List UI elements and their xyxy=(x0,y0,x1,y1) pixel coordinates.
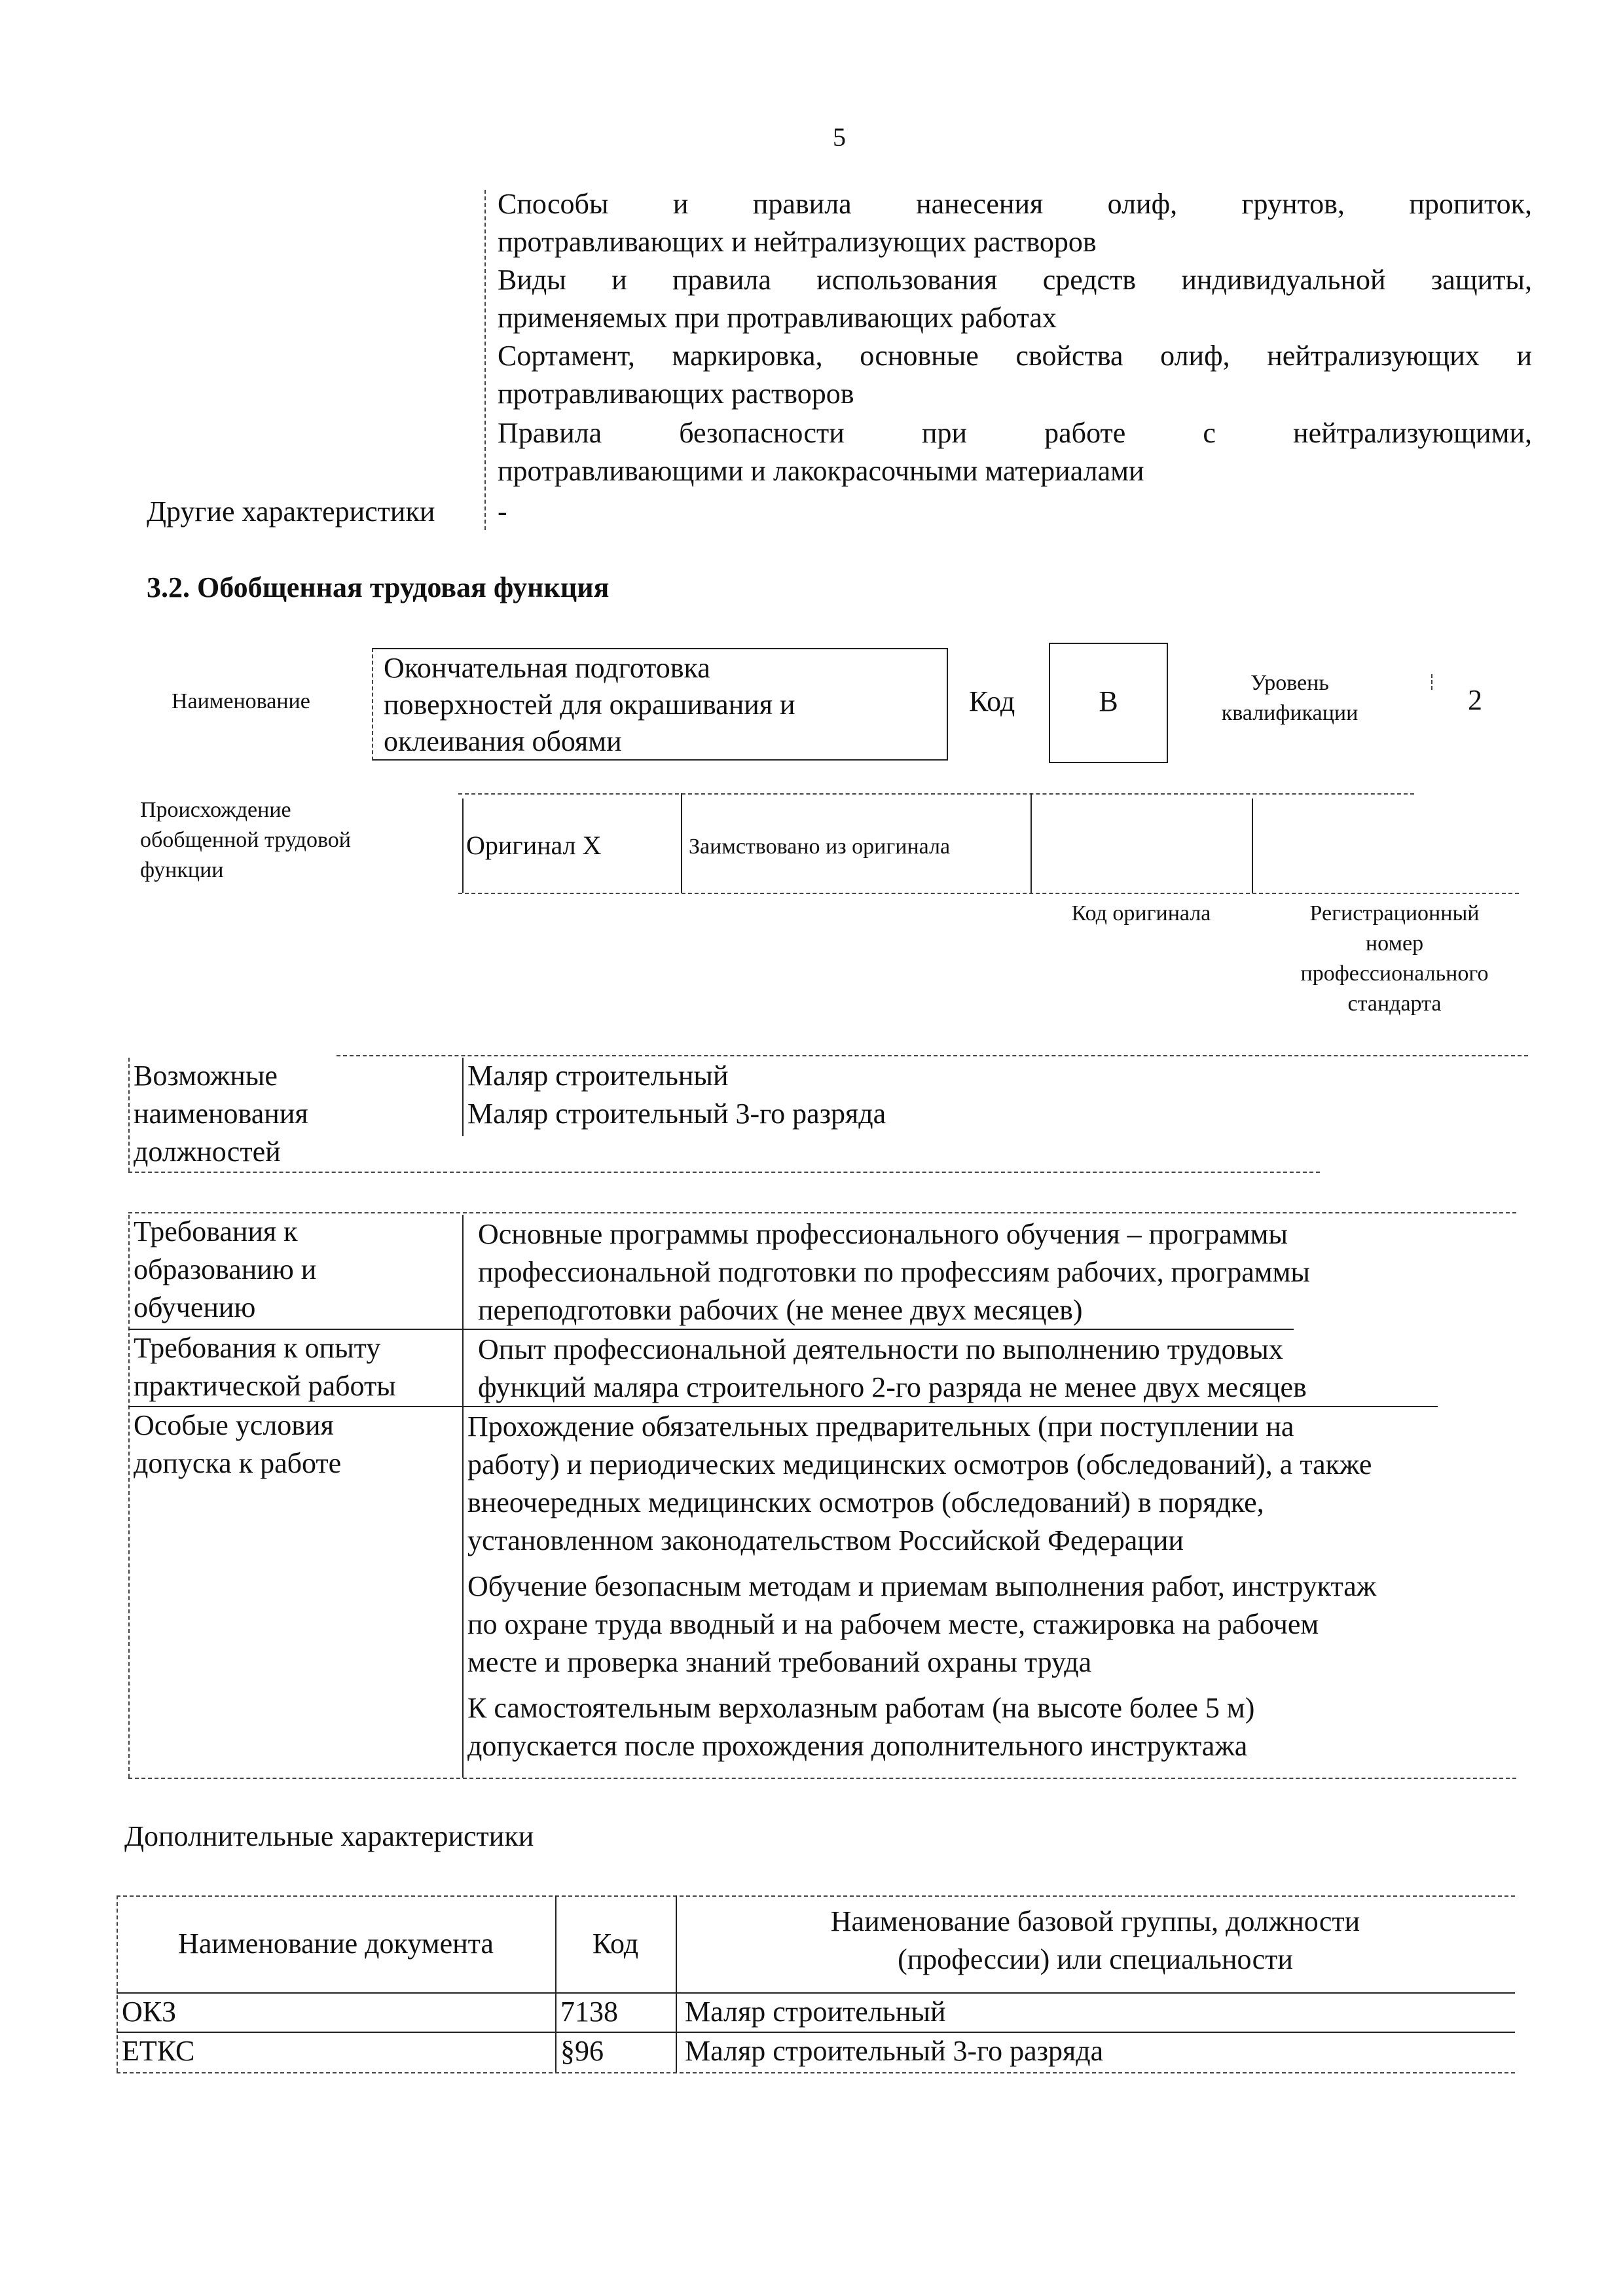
positions-left-line xyxy=(128,1058,130,1172)
positions-bottom-line xyxy=(128,1172,1320,1173)
req-education-value-2: профессиональной подготовки по профессиям рабочих, программы xyxy=(478,1256,1310,1288)
req-admission-label-2: допуска к работе xyxy=(134,1447,342,1479)
top-list-divider xyxy=(484,190,486,530)
add-row1-code: 7138 xyxy=(560,1996,618,2028)
req-education-value-1: Основные программы профессионального обучения – программы xyxy=(478,1218,1288,1250)
top-item-3-cont: протравливающих растворов xyxy=(498,378,854,410)
positions-divider xyxy=(462,1058,464,1136)
function-name-line-3: оклеивания обоями xyxy=(384,725,622,757)
req-admission-value-9: допускается после прохождения дополнительного инструктажа xyxy=(467,1730,1248,1762)
function-name-line-2: поверхностей для окрашивания и xyxy=(384,689,795,721)
req-education-value-3: переподготовки рабочих (не менее двух месяцев) xyxy=(478,1294,1083,1326)
req-admission-value-8: К самостоятельным верхолазным работам (на высоте более 5 м) xyxy=(467,1692,1255,1724)
level-value: 2 xyxy=(1468,684,1482,716)
add-table-left xyxy=(117,1895,118,2072)
top-item-2: Виды и правила использования средств индивидуальной защиты, xyxy=(498,264,1532,296)
function-name-label: Наименование xyxy=(172,689,310,713)
top-item-4: Правила безопасности при работе с нейтрализующими, xyxy=(498,417,1532,449)
add-header-group-2: (профессии) или специальности xyxy=(898,1943,1293,1975)
other-characteristics-label: Другие характеристики xyxy=(147,495,435,528)
top-item-4-cont: протравливающими и лакокрасочными материалами xyxy=(498,455,1144,487)
req-education-label-2: образованию и xyxy=(134,1253,317,1285)
origin-divider-2 xyxy=(681,793,682,893)
positions-label-2: наименования xyxy=(134,1098,308,1130)
top-item-1: Способы и правила нанесения олиф, грунтов, пропиток, xyxy=(498,188,1532,220)
other-characteristics-value: - xyxy=(498,495,507,528)
origin-label-3: функции xyxy=(140,858,224,882)
req-admission-value-4: установленном законодательством Российской Федерации xyxy=(467,1524,1184,1556)
top-item-2-cont: применяемых при протравливающих работах xyxy=(498,302,1057,334)
origin-label-2: обобщенной трудовой xyxy=(140,828,351,852)
function-code-label: Код xyxy=(969,685,1015,717)
add-row2-doc: ЕТКС xyxy=(122,2035,195,2067)
req-education-label-3: обучению xyxy=(134,1291,256,1323)
additional-table xyxy=(117,1895,1515,2073)
origin-reg-2: номер xyxy=(1365,931,1424,956)
function-name-line-1: Окончательная подготовка xyxy=(384,652,710,684)
section-title: 3.2. Обобщенная трудовая функция xyxy=(147,571,610,603)
top-item-1-cont: протравливающих и нейтрализующих растворов xyxy=(498,226,1097,258)
top-item-3: Сортамент, маркировка, основные свойства олиф, нейтрализующих и xyxy=(498,340,1532,372)
add-row2-code: §96 xyxy=(560,2035,604,2067)
level-label-1: Уровень xyxy=(1250,671,1329,695)
origin-divider-3 xyxy=(1030,793,1032,893)
req-education-label-1: Требования к xyxy=(134,1215,298,1247)
req-bottom-line xyxy=(128,1778,1516,1779)
req-admission-value-1: Прохождение обязательных предварительных (при поступлении на xyxy=(467,1410,1294,1443)
position-value-1: Маляр строительный xyxy=(467,1060,729,1092)
function-code-box xyxy=(1049,643,1168,763)
add-header-doc: Наименование документа xyxy=(178,1928,494,1960)
add-row2-name: Маляр строительный 3-го разряда xyxy=(685,2035,1104,2067)
positions-label-1: Возможные xyxy=(134,1060,278,1092)
level-label-2: квалификации xyxy=(1221,701,1359,725)
req-experience-label-2: практической работы xyxy=(134,1370,396,1402)
req-admission-value-6: по охране труда вводный и на рабочем месте, стажировка на рабочем xyxy=(467,1608,1319,1640)
origin-reg-1: Регистрационный xyxy=(1309,901,1480,925)
req-divider xyxy=(462,1215,464,1778)
add-table-col1 xyxy=(555,1895,556,2072)
add-row1-name: Маляр строительный xyxy=(685,1996,946,2028)
page-number: 5 xyxy=(833,122,846,152)
req-admission-value-7: месте и проверка знаний требований охраны труда xyxy=(467,1646,1092,1678)
req-top-line xyxy=(128,1212,1516,1213)
origin-divider-1 xyxy=(462,798,464,893)
origin-label-1: Происхождение xyxy=(140,798,291,822)
add-header-group-1: Наименование базовой группы, должности xyxy=(830,1905,1360,1937)
req-experience-value-1: Опыт профессиональной деятельности по выполнению трудовых xyxy=(478,1333,1283,1365)
add-table-top xyxy=(117,1895,1515,1897)
additional-title: Дополнительные характеристики xyxy=(124,1820,534,1852)
origin-divider-4 xyxy=(1252,798,1253,893)
origin-borrowed: Заимствовано из оригинала xyxy=(689,834,951,859)
function-code-value: В xyxy=(1099,685,1118,717)
positions-label-3: должностей xyxy=(134,1136,281,1168)
req-admission-value-5: Обучение безопасным методам и приемам выполнения работ, инструктаж xyxy=(467,1570,1377,1602)
origin-top-line xyxy=(458,793,1414,795)
origin-reg-3: профессионального xyxy=(1300,961,1489,986)
origin-original: Оригинал Х xyxy=(466,831,602,860)
req-experience-label-1: Требования к опыту xyxy=(134,1332,381,1364)
add-header-code: Код xyxy=(592,1928,639,1960)
origin-code-original: Код оригинала xyxy=(1071,901,1211,925)
origin-bottom-line xyxy=(458,893,1519,894)
position-value-2: Маляр строительный 3-го разряда xyxy=(467,1098,886,1130)
req-admission-value-2: работу) и периодических медицинских осмотров (обследований), а также xyxy=(467,1448,1372,1480)
req-experience-value-2: функций маляра строительного 2-го разряда не менее двух месяцев xyxy=(478,1371,1307,1403)
origin-reg-4: стандарта xyxy=(1347,992,1442,1016)
req-admission-value-3: внеочередных медицинских осмотров (обследований) в порядке, xyxy=(467,1486,1264,1518)
add-table-bottom xyxy=(117,2072,1515,2073)
req-admission-label-1: Особые условия xyxy=(134,1409,334,1441)
req-left-line xyxy=(128,1215,130,1778)
level-divider xyxy=(1431,674,1432,690)
function-name-box xyxy=(372,648,948,761)
add-row1-doc: ОКЗ xyxy=(122,1996,177,2028)
